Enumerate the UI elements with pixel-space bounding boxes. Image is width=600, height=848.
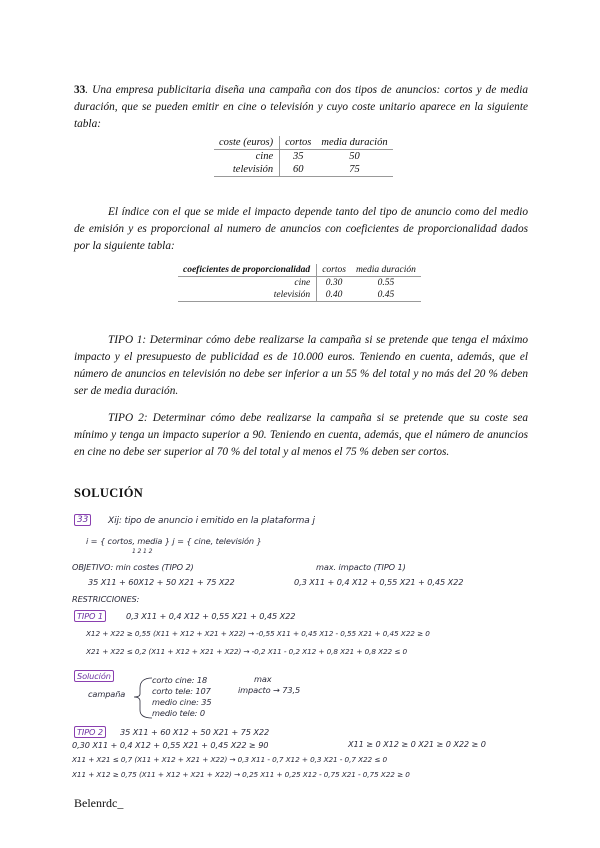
table-header: cortos — [317, 264, 351, 277]
table-row — [214, 136, 393, 150]
problem-intro: . Una empresa publicitaria diseña una campaña con dos tipos de anuncios: cortos y de media duración, que se pueden emitir en cine o televisión y cuyo coste unitario aparece en la siguiente tabla: — [74, 84, 528, 130]
handwritten-notes — [70, 508, 540, 784]
tipo2-line3: X11 + X12 ≥ 0,75 (X11 + X12 + X21 + X22) → 0,25 X11 + 0,25 X12 - 0,75 X21 - 0,75 X22 ≥ 0 — [72, 770, 410, 779]
table-cell: televisión — [178, 289, 317, 302]
table-row — [178, 264, 421, 277]
solution-label: Solución — [74, 670, 114, 682]
solution-title: SOLUCIÓN — [74, 486, 144, 500]
table-row — [178, 289, 421, 302]
objective-min: OBJETIVO: min costes (TIPO 2) — [72, 562, 194, 572]
table-cell: 0.30 — [325, 278, 343, 288]
impact-function: 0,3 X11 + 0,4 X12 + 0,55 X21 + 0,45 X22 — [294, 577, 464, 587]
table-cell: cine — [178, 277, 317, 290]
problem-label-33: 33 — [74, 514, 91, 526]
impact-intro: El índice con el que se mide el impacto depende tanto del tipo de anuncio como del medio de emisión y es proporcional al numero de anuncios con coeficientes de proporcionalidad dados por la siguiente tabla: — [74, 206, 528, 252]
table-header: cortos — [280, 136, 317, 150]
coefficient-table — [178, 264, 421, 302]
table-cell: 0.55 — [377, 278, 395, 288]
table-cell: 50 — [349, 151, 360, 162]
tipo2-paragraph: TIPO 2: Determinar cómo debe realizarse la campaña si se pretende que su coste sea mínimo y tenga un impacto superior a 90. Teniendo en cuenta, además, que el número de anuncios en cine no debe ser superior al 70 % del total y al menos el 75 % deben ser cortos. — [74, 412, 528, 458]
tipo1-paragraph: TIPO 1: Determinar cómo debe realizarse la campaña si se pretende que tenga el máximo impacto y el presupuesto de publicidad es de 10.000 euros. Teniendo en cuenta, además, que el número de anuncios en televisión no debe ser inferior a un 55 % del total y no más del 20 % deben ser de media duración. — [74, 334, 528, 397]
table-cell: 0.45 — [351, 289, 421, 302]
result-medio-tele: medio tele: 0 — [152, 708, 205, 718]
author-footer: Belenrdc_ — [74, 796, 124, 810]
problem-statement — [74, 82, 528, 133]
result-brace — [132, 674, 154, 720]
table-cell: 75 — [316, 163, 392, 177]
table-row — [178, 277, 421, 290]
problem-number: 33 — [74, 84, 86, 96]
table-cell: televisión — [214, 163, 280, 177]
max-label: max — [254, 674, 272, 684]
tipo1-line1: 0,3 X11 + 0,4 X12 + 0,55 X21 + 0,45 X22 — [126, 611, 296, 621]
table-header: media duración — [351, 264, 421, 277]
table-header: coste (euros) — [214, 136, 280, 150]
variable-definition: Xij: tipo de anuncio i emitido en la plataforma j — [108, 516, 315, 526]
table-cell: 60 — [280, 163, 317, 177]
tipo1-line2: X12 + X22 ≥ 0,55 (X11 + X12 + X21 + X22) → -0,55 X11 + 0,45 X12 - 0,55 X21 + 0,45 X22 ≥ 0 — [86, 629, 430, 638]
result-medio-cine: medio cine: 35 — [152, 697, 212, 707]
table-header: coeficientes de proporcionalidad — [178, 264, 317, 277]
tipo2-cost: 35 X11 + 60 X12 + 50 X21 + 75 X22 — [120, 727, 270, 737]
table-cell: cine — [214, 150, 280, 164]
non-negativity: X11 ≥ 0 X12 ≥ 0 X21 ≥ 0 X22 ≥ 0 — [348, 739, 486, 749]
cost-table — [214, 136, 393, 177]
tipo2-label: TIPO 2 — [74, 726, 106, 738]
restrictions-label: RESTRICCIONES: — [72, 594, 140, 604]
tipo2-line2: X11 + X21 ≤ 0,7 (X11 + X12 + X21 + X22) → 0,3 X11 - 0,7 X12 + 0,3 X21 - 0,7 X22 ≤ 0 — [72, 755, 388, 764]
result-corto-tele: corto tele: 107 — [152, 686, 211, 696]
campaign-label: campaña — [88, 689, 126, 699]
result-corto-cine: corto cine: 18 — [152, 675, 208, 685]
cost-function: 35 X11 + 60X12 + 50 X21 + 75 X22 — [88, 577, 235, 587]
tipo2-line1: 0,30 X11 + 0,4 X12 + 0,55 X21 + 0,45 X22 ≥ 90 — [72, 740, 269, 750]
table-row — [214, 150, 393, 164]
table-cell: 35 — [293, 151, 304, 162]
tipo1-label: TIPO 1 — [74, 610, 106, 622]
table-row — [214, 163, 393, 177]
table-header: media duración — [316, 136, 392, 150]
index-sets: i = { cortos, media } j = { cine, televisión } — [86, 536, 262, 546]
index-numbers: 1 2 1 2 — [132, 548, 153, 555]
impact-result: impacto → 73,5 — [238, 685, 301, 695]
objective-max: max. impacto (TIPO 1) — [316, 562, 406, 572]
table-cell: 0.40 — [317, 289, 351, 302]
tipo1-line3: X21 + X22 ≤ 0,2 (X11 + X12 + X21 + X22) → -0,2 X11 - 0,2 X12 + 0,8 X21 + 0,8 X22 ≤ 0 — [86, 647, 408, 656]
